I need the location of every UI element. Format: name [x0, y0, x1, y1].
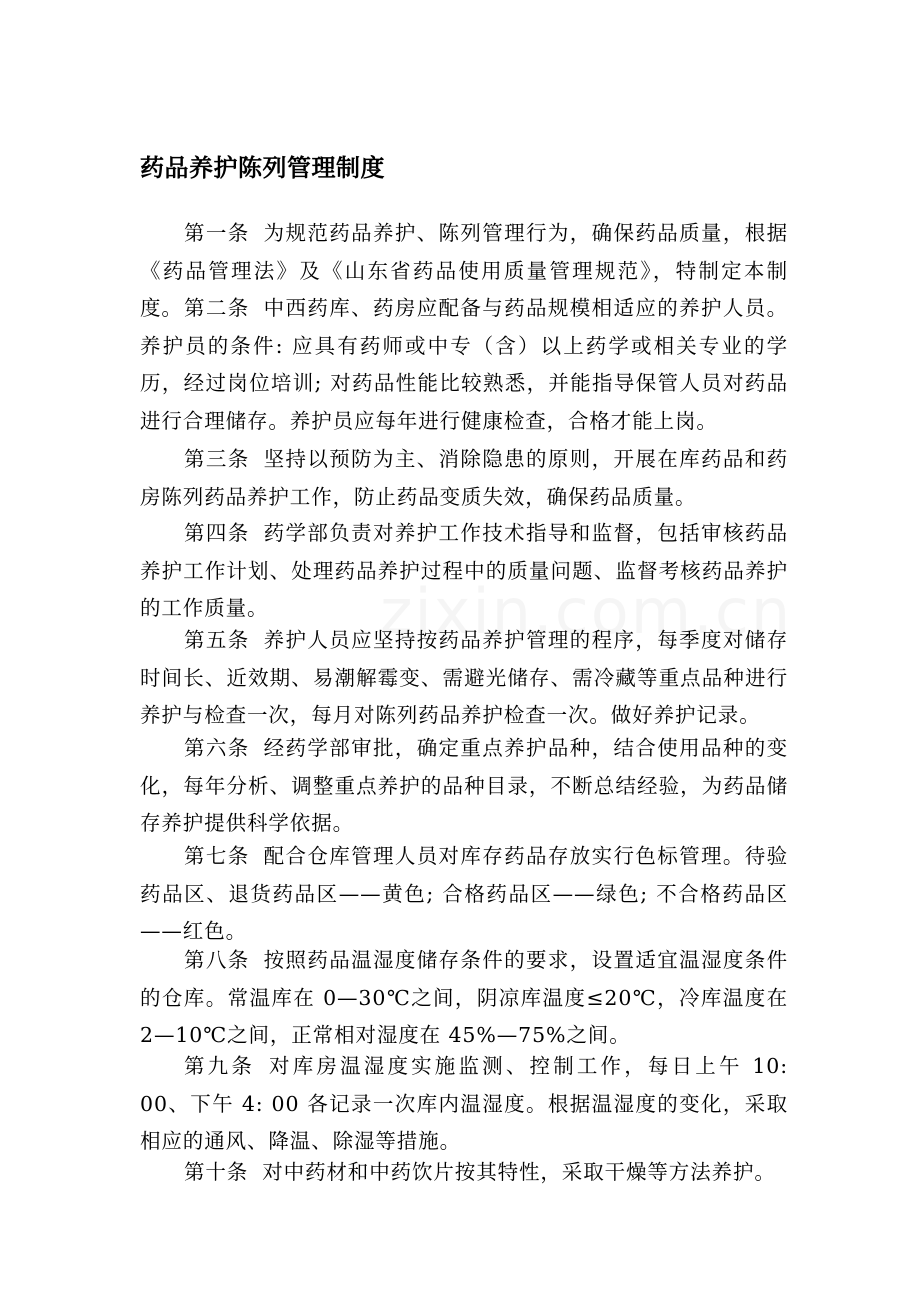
article-7 — [140, 838, 788, 951]
article-text: 养护人员应坚持按药品养护管理的程序，每季度对储存时间长、近效期、易潮解霉变、需避光储存、需冷藏等重点品种进行养护与检查一次，每月对陈列药品养护检查一次。做好养护记录。 — [140, 628, 788, 727]
article-number: 第二条 — [184, 296, 250, 320]
article-5 — [140, 622, 788, 735]
article-text: 中西药库、药房应配备与药品规模相适应的养护人员。养护员的条件: 应具有药师或中专（含）以上药学或相关专业的学历，经过岗位培训; 对药品性能比较熟悉，并能指导保管人员对药品进行合理储存。养护员应每年进行健康检查，合格才能上岗。 — [140, 296, 788, 433]
article-number: 第七条 — [184, 844, 250, 868]
article-number: 第六条 — [184, 736, 250, 760]
article-text: 配合仓库管理人员对库存药品存放实行色标管理。待验药品区、退货药品区——黄色; 合格药品区——绿色; 不合格药品区——红色。 — [140, 844, 788, 943]
article-text: 对中药材和中药饮片按其特性，采取干燥等方法养护。 — [262, 1160, 776, 1184]
article-number: 第九条 — [184, 1054, 256, 1078]
article-number: 第八条 — [184, 948, 250, 972]
article-text: 为规范药品养护、陈列管理行为，确保药品质量，根据《药品管理法》及《山东省药品使用质量管理规范》，特制定本制度。 — [140, 221, 788, 320]
article-text: 经药学部审批，确定重点养护品种，结合使用品种的变化，每年分析、调整重点养护的品种目录，不断总结经验，为药品储存养护提供科学依据。 — [140, 736, 788, 835]
article-10 — [140, 1154, 788, 1192]
article-text: 坚持以预防为主、消除隐患的原则，开展在库药品和药房陈列药品养护工作，防止药品变质失效，确保药品质量。 — [140, 447, 788, 509]
article-text: 对库房温湿度实施监测、控制工作，每日上午 10: 00、下午 4: 00 各记录一次库内温湿度。根据温湿度的变化，采取相应的通风、降温、除湿等措施。 — [140, 1054, 789, 1153]
article-3 — [140, 441, 788, 516]
article-text: 药学部负责对养护工作技术指导和监督，包括审核药品养护工作计划、处理药品养护过程中的质量问题、监督考核药品养护的工作质量。 — [140, 521, 788, 620]
article-9 — [140, 1048, 788, 1161]
article-number: 第十条 — [184, 1160, 249, 1184]
article-number: 第三条 — [184, 447, 250, 471]
article-4 — [140, 515, 788, 628]
article-8 — [140, 942, 788, 1055]
article-number: 第一条 — [184, 221, 250, 245]
article-number: 第四条 — [184, 521, 250, 545]
article-text: 按照药品温湿度储存条件的要求，设置适宜温湿度条件的仓库。常温库在 0—30℃之间，阴凉库温度≤20℃，冷库温度在 2—10℃之间，正常相对湿度在 45%—75%之间。 — [140, 948, 788, 1047]
page-title: 药品养护陈列管理制度 — [140, 154, 385, 182]
article-2 — [140, 290, 788, 440]
article-number: 第五条 — [184, 628, 250, 652]
article-6 — [140, 730, 788, 843]
